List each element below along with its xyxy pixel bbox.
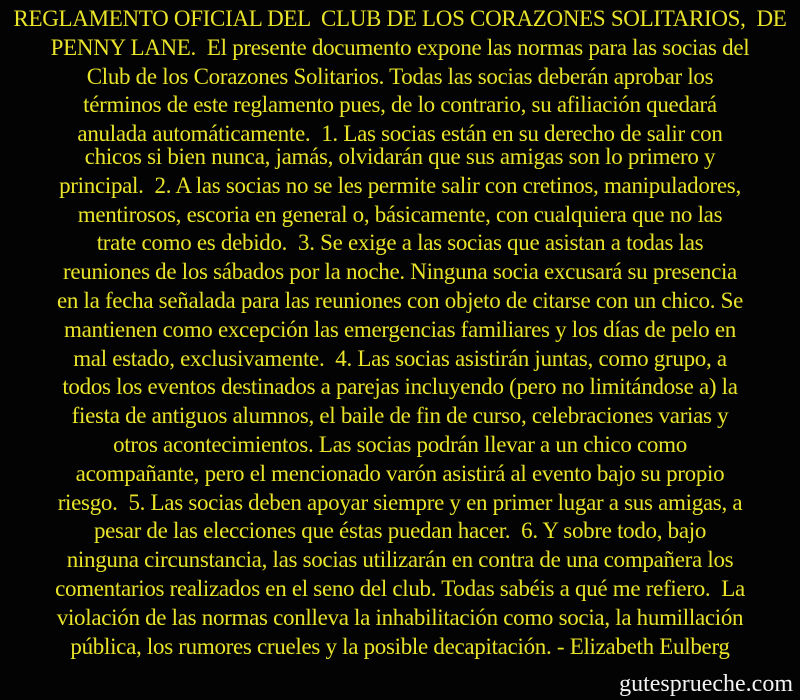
quote-line-text: acompañante, pero el mencionado varón asistirá al evento bajo su propio — [75, 460, 725, 486]
quote-line-text: PENNY LANE. El presente documento expone las normas para las socias del — [50, 34, 750, 60]
quote-line-text: reuniones de los sábados por la noche. Ninguna socia excusará su presencia — [63, 259, 737, 285]
quote-line — [0, 287, 800, 316]
quote-line-text: mal estado, exclusivamente. 4. Las socias asistirán juntas, como grupo, a — [73, 345, 727, 371]
quote-line — [0, 345, 800, 374]
quote-line — [0, 633, 800, 662]
quote-line — [0, 604, 800, 633]
quote-line — [0, 373, 800, 402]
quote-line-text: riesgo. 5. Las socias deben apoyar siempre y en primer lugar a sus amigas, a — [57, 489, 743, 515]
quote-line-text: términos de este reglamento pues, de lo contrario, su afiliación quedará — [83, 92, 717, 118]
quote-line-text: ninguna circunstancia, las socias utilizarán en contra de una compañera los — [66, 547, 734, 573]
quote-line — [0, 201, 800, 230]
quote-line — [0, 460, 800, 489]
quote-line — [0, 402, 800, 431]
quote-line-text: en la fecha señalada para las reuniones con objeto de citarse con un chico. Se — [56, 287, 744, 313]
quote-line-text: REGLAMENTO OFICIAL DEL CLUB DE LOS CORAZONES SOLITARIOS, DE — [13, 6, 787, 31]
quote-line-text: mentirosos, escoria en general o, básicamente, con cualquiera que no las — [77, 201, 723, 227]
quote-line-text: pública, los rumores crueles y la posible decapitación. - Elizabeth Eulberg — [70, 633, 730, 659]
quote-line-text: principal. 2. A las socias no se les permite salir con cretinos, manipuladores, — [59, 172, 741, 198]
quote-line-text: chicos si bien nunca, jamás, olvidarán que sus amigas son lo primero y — [84, 144, 716, 169]
quote-line — [0, 5, 800, 34]
quote-line — [0, 143, 800, 172]
watermark-site-label: gutesprueche.com — [619, 671, 793, 697]
quote-line — [0, 172, 800, 201]
quote-line-text: Club de los Corazones Solitarios. Todas las socias deberán aprobar los — [86, 63, 714, 89]
quote-line — [0, 316, 800, 345]
quote-line — [0, 517, 800, 546]
quote-line-text: todos los eventos destinados a parejas incluyendo (pero no limitándose a) la — [62, 374, 738, 400]
quote-line — [0, 575, 800, 604]
quote-line-text: pesar de las elecciones que éstas puedan hacer. 6. Y sobre todo, bajo — [93, 518, 707, 544]
quote-line-text: mantienen como excepción las emergencias familiares y los días de pelo en — [64, 316, 736, 342]
quote-line — [0, 431, 800, 460]
quote-line-text: otros acontecimientos. Las socias podrán llevar a un chico como — [113, 431, 687, 457]
quote-line — [0, 229, 800, 258]
quote-line — [0, 63, 800, 92]
quote-line-text: comentarios realizados en el seno del club. Todas sabéis a qué me refiero. La — [55, 575, 745, 601]
quote-line — [0, 546, 800, 575]
quote-line-text: violación de las normas conlleva la inhabilitación como socia, la humillación — [56, 604, 744, 630]
quote-intro-block — [0, 5, 800, 149]
quote-line — [0, 34, 800, 63]
quote-line-text: trate como es debido. 3. Se exige a las socias que asistan a todas las — [96, 230, 704, 256]
quote-line-text: anulada automáticamente. 1. Las socias están en su derecho de salir con — [77, 121, 723, 147]
quote-rules-block — [0, 143, 800, 661]
quote-line-text: fiesta de antiguos alumnos, el baile de fin de curso, celebraciones varias y — [71, 403, 729, 429]
quote-line — [0, 489, 800, 518]
quote-line — [0, 91, 800, 120]
quote-line — [0, 258, 800, 287]
